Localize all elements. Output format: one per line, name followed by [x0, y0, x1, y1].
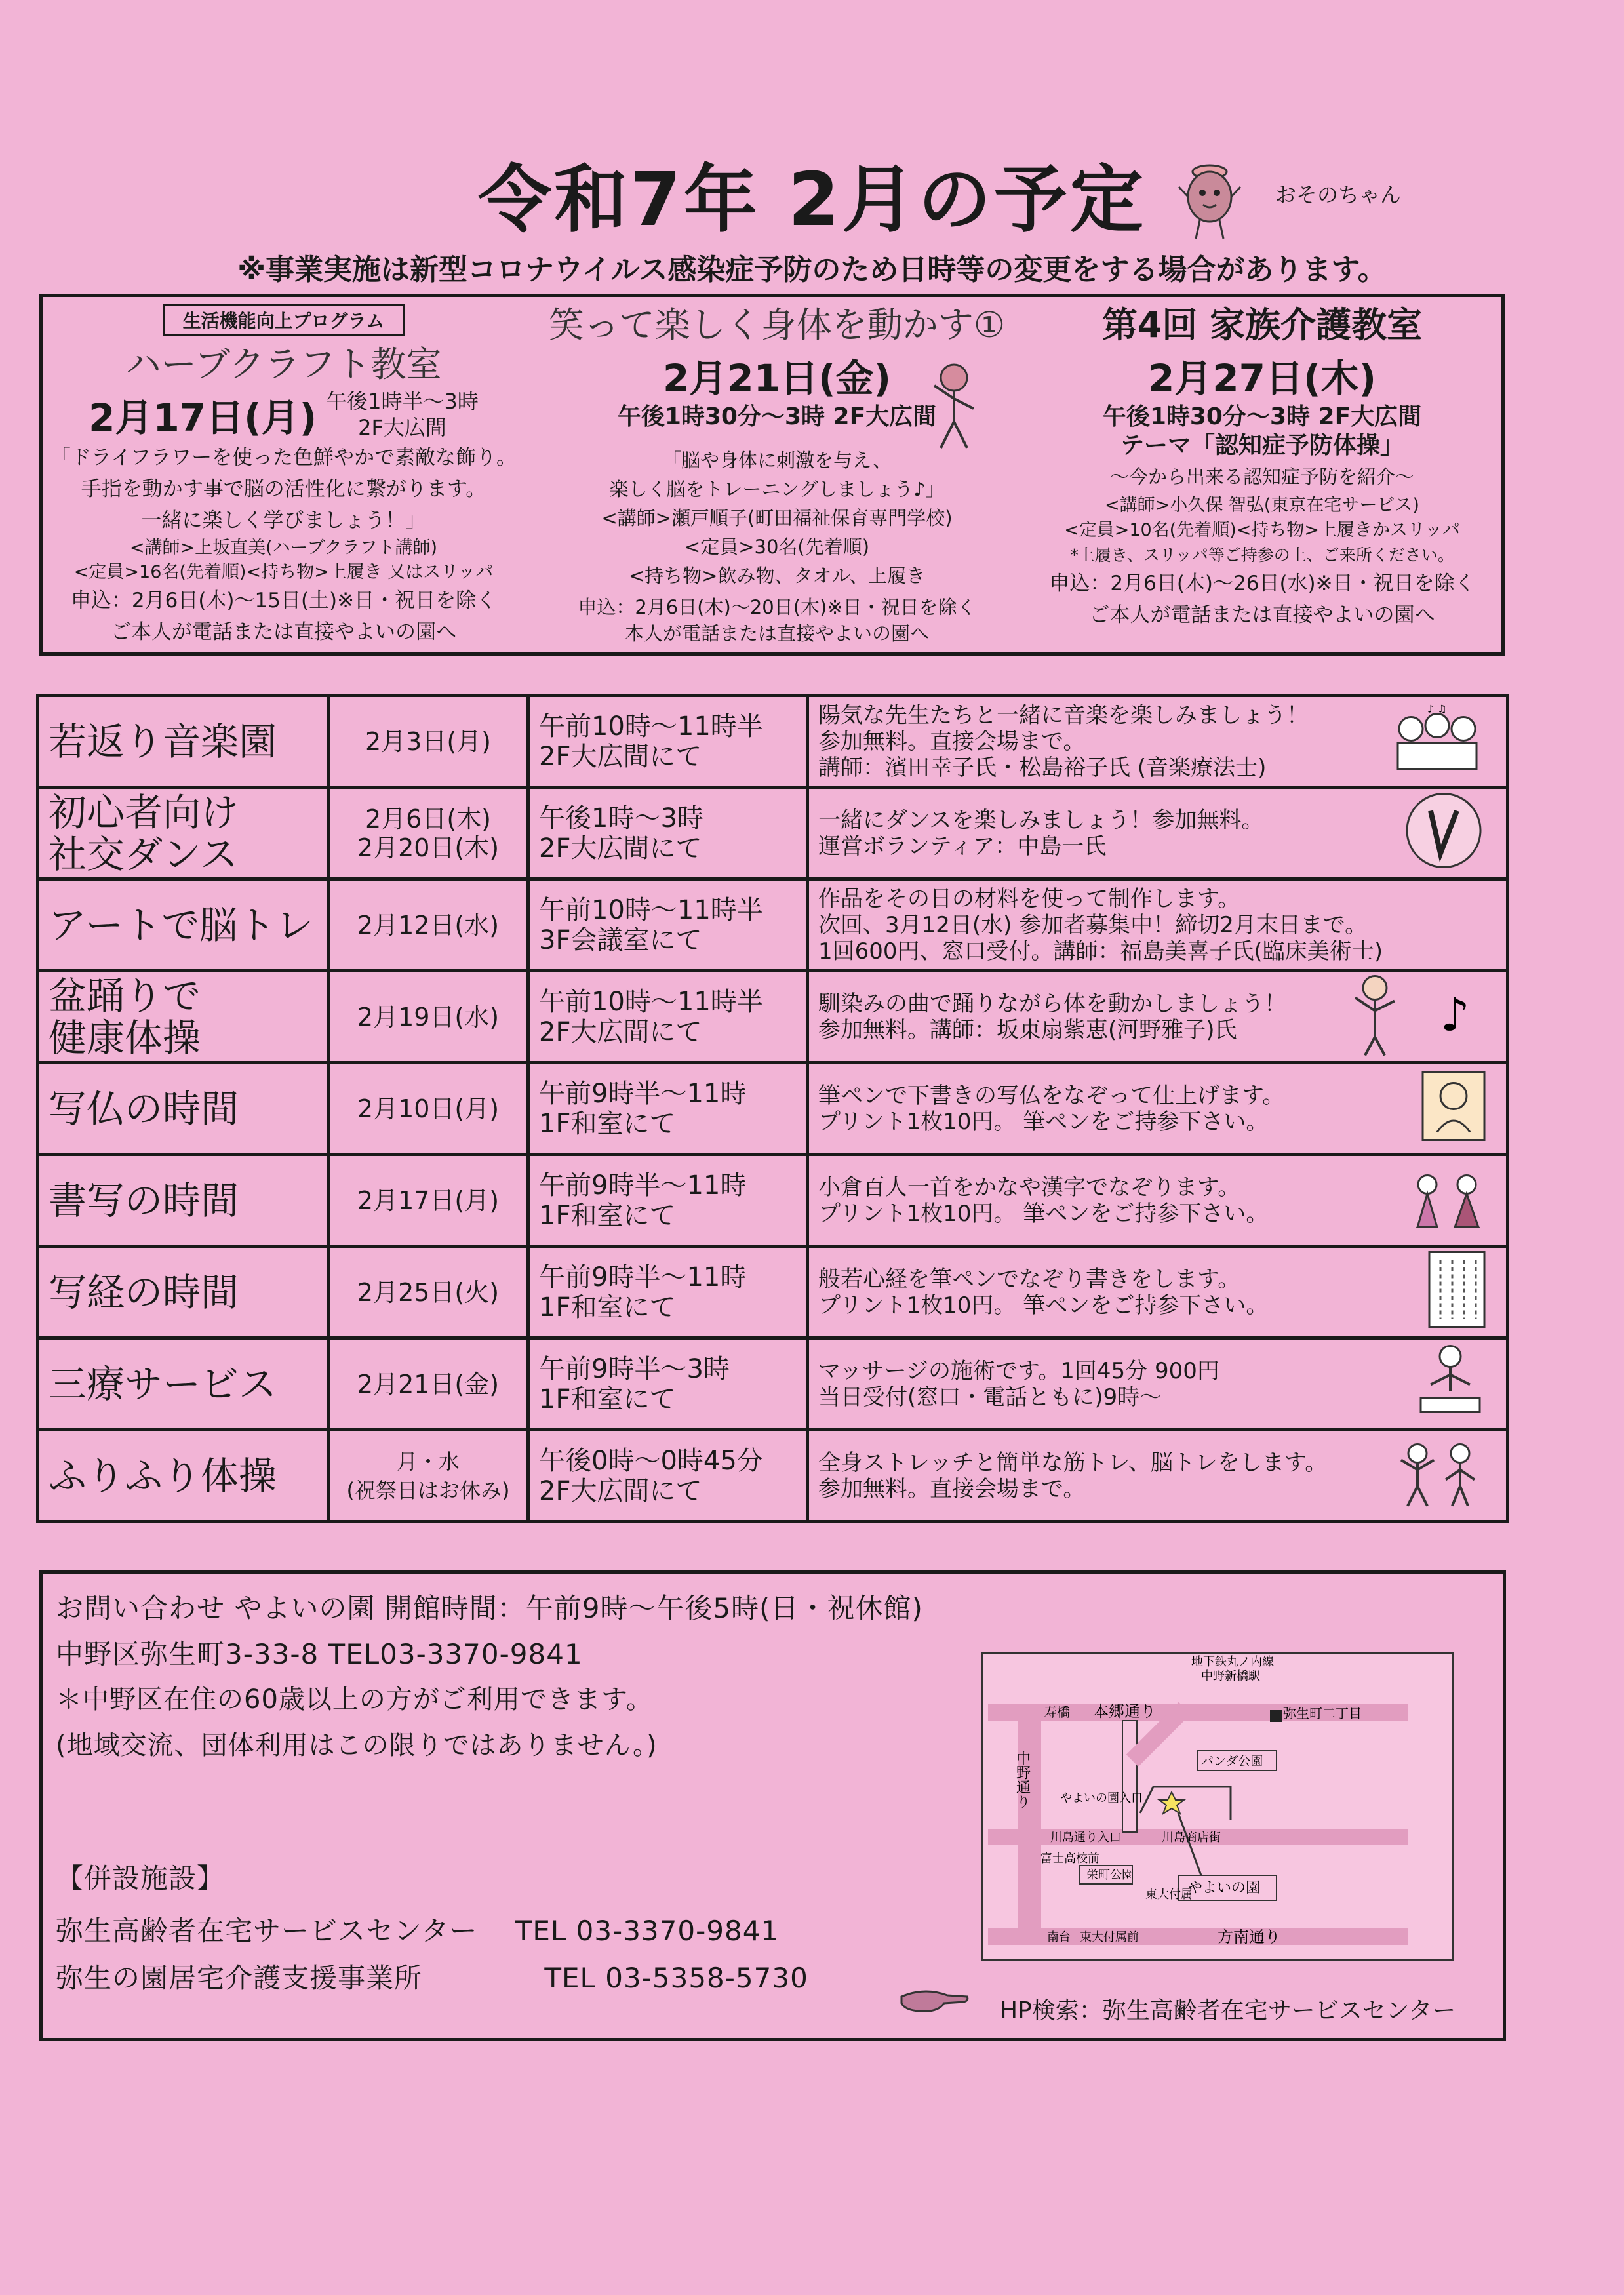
- event-apply: 申込：2月6日(木)～15日(土)※日・祝日を除く: [70, 589, 497, 612]
- map-label: 南台: [1047, 1930, 1071, 1944]
- activity-name: [38, 696, 328, 788]
- event-theme: テーマ「認知症予防体操」: [1120, 432, 1404, 459]
- map-yayoi-label: やよいの園: [1188, 1880, 1261, 1896]
- activity-name-line: 健康体操: [49, 1015, 201, 1060]
- activity-time-line: 午後0時～0時45分: [539, 1445, 763, 1476]
- activity-name-line: 社交ダンス: [49, 831, 238, 877]
- activity-date: [328, 971, 528, 1063]
- activity-time-line: 1F和室にて: [539, 1384, 676, 1414]
- buddha-icon: [1421, 1069, 1486, 1148]
- activity-time-line: 午前9時半～11時: [539, 1170, 747, 1201]
- activity-description-line: プリント1枚10円。 筆ペンをご持参下さい。: [818, 1292, 1269, 1319]
- event-apply-note: ご本人が電話または直接やよいの園へ: [111, 620, 456, 644]
- facilities-heading: 【併設施設】: [56, 1862, 226, 1894]
- activity-date-line: 月・水: [396, 1448, 460, 1474]
- event-capacity: <定員>30名(先着順): [684, 536, 870, 558]
- activity-name: [38, 1430, 328, 1522]
- map-label: 寿橋: [1044, 1704, 1070, 1720]
- activity-time: [528, 788, 808, 879]
- event-apply: 申込：2月6日(木)～26日(水)※日・祝日を除く: [1049, 572, 1475, 595]
- activity-time: [528, 1247, 808, 1338]
- activity-date-line: 2月17日(月): [357, 1186, 500, 1215]
- activity-description-line: 講師：濱田幸子氏・松島裕子氏 (音楽療法士): [818, 754, 1267, 781]
- schedule-row: [38, 971, 1508, 1063]
- activity-date: [328, 879, 528, 971]
- mascot-label: おそのちゃん: [1275, 182, 1402, 207]
- map-label: 栄町公園: [1086, 1868, 1134, 1882]
- program-badge: 生活機能向上プログラム: [163, 304, 405, 336]
- activity-time-line: 2F大広間にて: [539, 833, 702, 864]
- activity-description: [808, 971, 1508, 1063]
- activity-time-line: 2F大広間にて: [539, 1016, 702, 1047]
- activity-description-line: 参加無料。直接会場まで。: [818, 728, 1086, 755]
- activity-time-line: 午前9時半～3時: [539, 1353, 730, 1384]
- activity-time-line: 1F和室にて: [539, 1200, 676, 1231]
- event-apply-note: 本人が電話または直接やよいの園へ: [624, 622, 929, 645]
- map-label: パンダ公園: [1201, 1754, 1263, 1768]
- event-date: 2月21日(金): [662, 356, 892, 401]
- exercise-figure-icon: [924, 359, 983, 451]
- event-title: 笑って楽しく身体を動かす①: [548, 304, 1006, 346]
- singers-icon: [1388, 702, 1486, 780]
- event-instructor: <講師>瀬戸順子(町田福祉保育専門学校): [601, 507, 953, 529]
- activity-description-line: 作品をその日の材料を使って制作します。: [818, 885, 1240, 912]
- activity-time: [528, 879, 808, 971]
- activity-name-line: 書写の時間: [49, 1178, 239, 1223]
- activity-date-line: 2月10日(月): [357, 1094, 500, 1123]
- activity-date-line: 2月6日(木): [365, 804, 491, 833]
- schedule-row: [38, 1247, 1508, 1338]
- map-station-label: 地下鉄丸ノ内線: [1191, 1655, 1274, 1669]
- activity-time: [528, 971, 808, 1063]
- activity-time-line: 3F会議室にて: [539, 925, 702, 955]
- special-events-box: [39, 294, 1505, 656]
- activity-time-line: 午後1時～3時: [539, 803, 703, 833]
- event-line: 手指を動かす事で脳の活性化に繋がります。: [81, 477, 486, 501]
- activity-description: [808, 1338, 1508, 1430]
- map-label: 川島商店街: [1162, 1831, 1221, 1845]
- activity-name-line: ふりふり体操: [49, 1453, 277, 1498]
- event-capacity: <定員>10名(先着順)<持ち物>上履きかスリッパ: [1064, 520, 1460, 540]
- eligibility-note: ＊中野区在住の60歳以上の方がご利用できます。: [56, 1685, 653, 1715]
- access-map: [981, 1652, 1454, 1961]
- event-instructor: <講師>上坂直美(ハーブクラフト講師): [129, 538, 438, 558]
- event-date: 2月27日(木): [1147, 356, 1377, 401]
- activity-description-line: 馴染みの曲で踊りながら体を動かしましょう！: [818, 990, 1286, 1017]
- activity-name: [38, 971, 328, 1063]
- event-capacity: <定員>16名(先着順)<持ち物>上履き 又はスリッパ: [73, 562, 494, 582]
- activity-time: [528, 1063, 808, 1155]
- activity-time: [528, 1155, 808, 1247]
- activity-description: [808, 1155, 1508, 1247]
- event-place: 2F大広間: [358, 415, 446, 440]
- activity-description-line: 次回、3月12日(水) 参加者募集中！締切2月末日まで。: [818, 911, 1368, 938]
- map-label: 中野通り: [1014, 1751, 1031, 1808]
- activity-description-line: 運営ボランティア：中島一氏: [818, 833, 1107, 860]
- activity-name-line: 若返り音楽園: [49, 719, 277, 764]
- event-time: 午後1時半～3時: [326, 389, 479, 414]
- activity-time-line: 1F和室にて: [539, 1108, 676, 1139]
- activity-description-line: プリント1枚10円。 筆ペンをご持参下さい。: [818, 1200, 1269, 1227]
- mascot-icon: [1174, 157, 1246, 243]
- activity-time: [528, 1338, 808, 1430]
- activity-date-line: 2月25日(火): [357, 1277, 500, 1307]
- schedule-row: [38, 788, 1508, 879]
- map-label: 弥生町二丁目: [1283, 1706, 1362, 1721]
- map-label: 川島通り入口: [1050, 1831, 1121, 1845]
- activity-description: [808, 1430, 1508, 1522]
- schedule-row: [38, 879, 1508, 971]
- activity-description-line: 1回600円、窓口受付。講師：福島美喜子氏(臨床美術士): [818, 938, 1383, 965]
- schedule-row: [38, 696, 1508, 788]
- massage-icon: [1414, 1342, 1486, 1426]
- activity-description: [808, 788, 1508, 879]
- map-label: 東大付属: [1145, 1888, 1193, 1902]
- activity-description-line: マッサージの施術です。1回45分 900円: [818, 1357, 1219, 1384]
- event-belongings: <持ち物>飲み物、タオル、上履き: [628, 565, 926, 587]
- activity-description-line: 陽気な先生たちと一緒に音楽を楽しみましょう！: [818, 702, 1309, 728]
- activity-time-line: 午前9時半～11時: [539, 1078, 747, 1109]
- activity-name: [38, 879, 328, 971]
- activity-name-line: 写経の時間: [49, 1269, 239, 1315]
- event-line: 楽しく脳をトレーニングしましょう♪」: [609, 478, 945, 500]
- sutra-icon: [1427, 1250, 1486, 1334]
- activity-date-line: (祝祭日はお休み): [346, 1477, 510, 1503]
- map-label: 方南通り: [1218, 1928, 1280, 1946]
- map-label: 本郷通り: [1093, 1702, 1156, 1721]
- schedule-row: [38, 1155, 1508, 1247]
- activity-time-line: 2F大広間にて: [539, 1475, 702, 1506]
- event-title: 第4回 家族介護教室: [1101, 304, 1423, 346]
- event-time: 午後1時30分～3時 2F大広間: [1102, 403, 1422, 430]
- schedule-row: [38, 1430, 1508, 1522]
- bon-dancer-icon: [1349, 971, 1486, 1062]
- event-line: ～今から出来る認知症予防を紹介～: [1109, 466, 1414, 488]
- activity-description: [808, 879, 1508, 971]
- activity-name-line: 盆踊りで: [49, 973, 201, 1018]
- address-line: 中野区弥生町3-33-8 TEL03-3370-9841: [56, 1638, 583, 1670]
- activity-time-line: 午前9時半～11時: [539, 1262, 747, 1292]
- activity-description: [808, 1247, 1508, 1338]
- map-station-label: 中野新橋駅: [1201, 1669, 1260, 1683]
- event-title: ハーブクラフト教室: [125, 344, 442, 385]
- contact-line: お問い合わせ やよいの園 開館時間：午前9時～午後5時(日・祝休館): [56, 1592, 923, 1624]
- event-herb-craft: [43, 297, 525, 648]
- activity-name-line: 三療サービス: [49, 1361, 277, 1407]
- activity-description-line: 当日受付(窓口・電話ともに)9時～: [818, 1384, 1162, 1410]
- facility-line: 弥生高齢者在宅サービスセンター TEL 03-3370-9841: [56, 1915, 780, 1947]
- map-label: 富士高校前: [1040, 1852, 1099, 1866]
- activity-name-line: アートで脳トレ: [49, 902, 314, 948]
- exercise-icon: [1395, 1437, 1486, 1515]
- activity-name: [38, 1338, 328, 1430]
- event-line: 「脳や身体に刺激を与え、: [662, 449, 892, 471]
- activity-date: [328, 1247, 528, 1338]
- activity-date-line: 2月21日(金): [357, 1369, 500, 1399]
- activity-date: [328, 1155, 528, 1247]
- svg-text:♪ ♫: ♪ ♫: [1427, 702, 1447, 715]
- activity-name: [38, 1247, 328, 1338]
- activity-date-line: 2月20日(木): [357, 833, 500, 862]
- activity-name-line: 初心者向け: [49, 789, 239, 835]
- activity-date-line: 2月12日(水): [357, 910, 500, 940]
- schedule-row: [38, 1063, 1508, 1155]
- activity-date-line: 2月19日(水): [357, 1002, 500, 1031]
- event-apply: 申込：2月6日(木)～20日(木)※日・祝日を除く: [578, 596, 976, 618]
- activity-date: [328, 1338, 528, 1430]
- event-note: *上履き、スリッパ等ご持参の上、ご来所ください。: [1070, 546, 1454, 565]
- dancers-icon: [1401, 791, 1486, 875]
- activity-description: [808, 1063, 1508, 1155]
- event-line: 一緒に楽しく学びましょう！」: [141, 509, 426, 532]
- map-label: やよいの園入口: [1060, 1791, 1143, 1805]
- activity-time-line: 午前10時～11時半: [539, 986, 763, 1017]
- activity-description-line: 筆ペンで下書きの写仏をなぞって仕上げます。: [818, 1082, 1285, 1109]
- page-title: 令和7年 2月の予定: [478, 157, 1146, 243]
- poets-icon: [1408, 1165, 1486, 1236]
- activity-time-line: 2F大広間にて: [539, 741, 702, 772]
- activity-description-line: 参加無料。講師：坂東扇紫恵(河野雅子)氏: [818, 1016, 1237, 1043]
- activity-time-line: 午前10時～11時半: [539, 894, 763, 925]
- activity-description-line: 参加無料。直接会場まで。: [818, 1475, 1086, 1502]
- activity-description-line: プリント1枚10円。 筆ペンをご持参下さい。: [818, 1108, 1269, 1135]
- activity-description-line: 小倉百人一首をかなや漢字でなぞります。: [818, 1174, 1240, 1201]
- schedule-table: [36, 694, 1509, 1523]
- map-label: 東大付属前: [1080, 1930, 1139, 1944]
- eligibility-note-2: (地域交流、団体利用はこの限りではありません。): [56, 1730, 658, 1761]
- event-caregiving: [1020, 297, 1505, 631]
- activity-time-line: 1F和室にて: [539, 1292, 676, 1323]
- activity-date: [328, 1430, 528, 1522]
- activity-name: [38, 1063, 328, 1155]
- notice-text: ※事業実施は新型コロナウイルス感染症予防のため日時等の変更をする場合があります。: [237, 253, 1387, 287]
- contact-box: [39, 1570, 1506, 2041]
- activity-date: [328, 788, 528, 879]
- event-date: 2月17日(月): [89, 395, 317, 440]
- activity-description-line: 一緒にダンスを楽しみましょう！参加無料。: [818, 807, 1264, 833]
- schedule-row: [38, 1338, 1508, 1430]
- hp-search-line: HP検索：弥生高齢者在宅サービスセンター: [1000, 1997, 1456, 2024]
- activity-time: [528, 696, 808, 788]
- svg-text:♪: ♪: [1440, 988, 1470, 1041]
- activity-date-line: 2月3日(月): [365, 727, 491, 756]
- activity-name: [38, 788, 328, 879]
- activity-description-line: 般若心経を筆ペンでなぞり書きをします。: [818, 1266, 1240, 1292]
- event-instructor: <講師>小久保 智弘(東京在宅サービス): [1105, 495, 1419, 515]
- activity-description: [808, 696, 1508, 788]
- activity-time-line: 午前10時～11時半: [539, 711, 763, 742]
- event-line: 「ドライフラワーを使った色鮮やかで素敵な飾り。: [50, 446, 517, 469]
- event-exercise: [547, 297, 1006, 647]
- activity-description-line: 全身ストレッチと簡単な筋トレ、脳トレをします。: [818, 1449, 1328, 1476]
- event-time: 午後1時30分～3時 2F大広間: [617, 403, 937, 430]
- facility-line: 弥生の園居宅介護支援事業所 TEL 03-5358-5730: [56, 1962, 808, 1994]
- activity-date: [328, 696, 528, 788]
- activity-name: [38, 1155, 328, 1247]
- event-apply-note: ご本人が電話または直接やよいの園へ: [1089, 603, 1435, 627]
- activity-time: [528, 1430, 808, 1522]
- activity-date: [328, 1063, 528, 1155]
- pointing-hand-icon: [898, 1984, 970, 2016]
- activity-name-line: 写仏の時間: [49, 1086, 239, 1131]
